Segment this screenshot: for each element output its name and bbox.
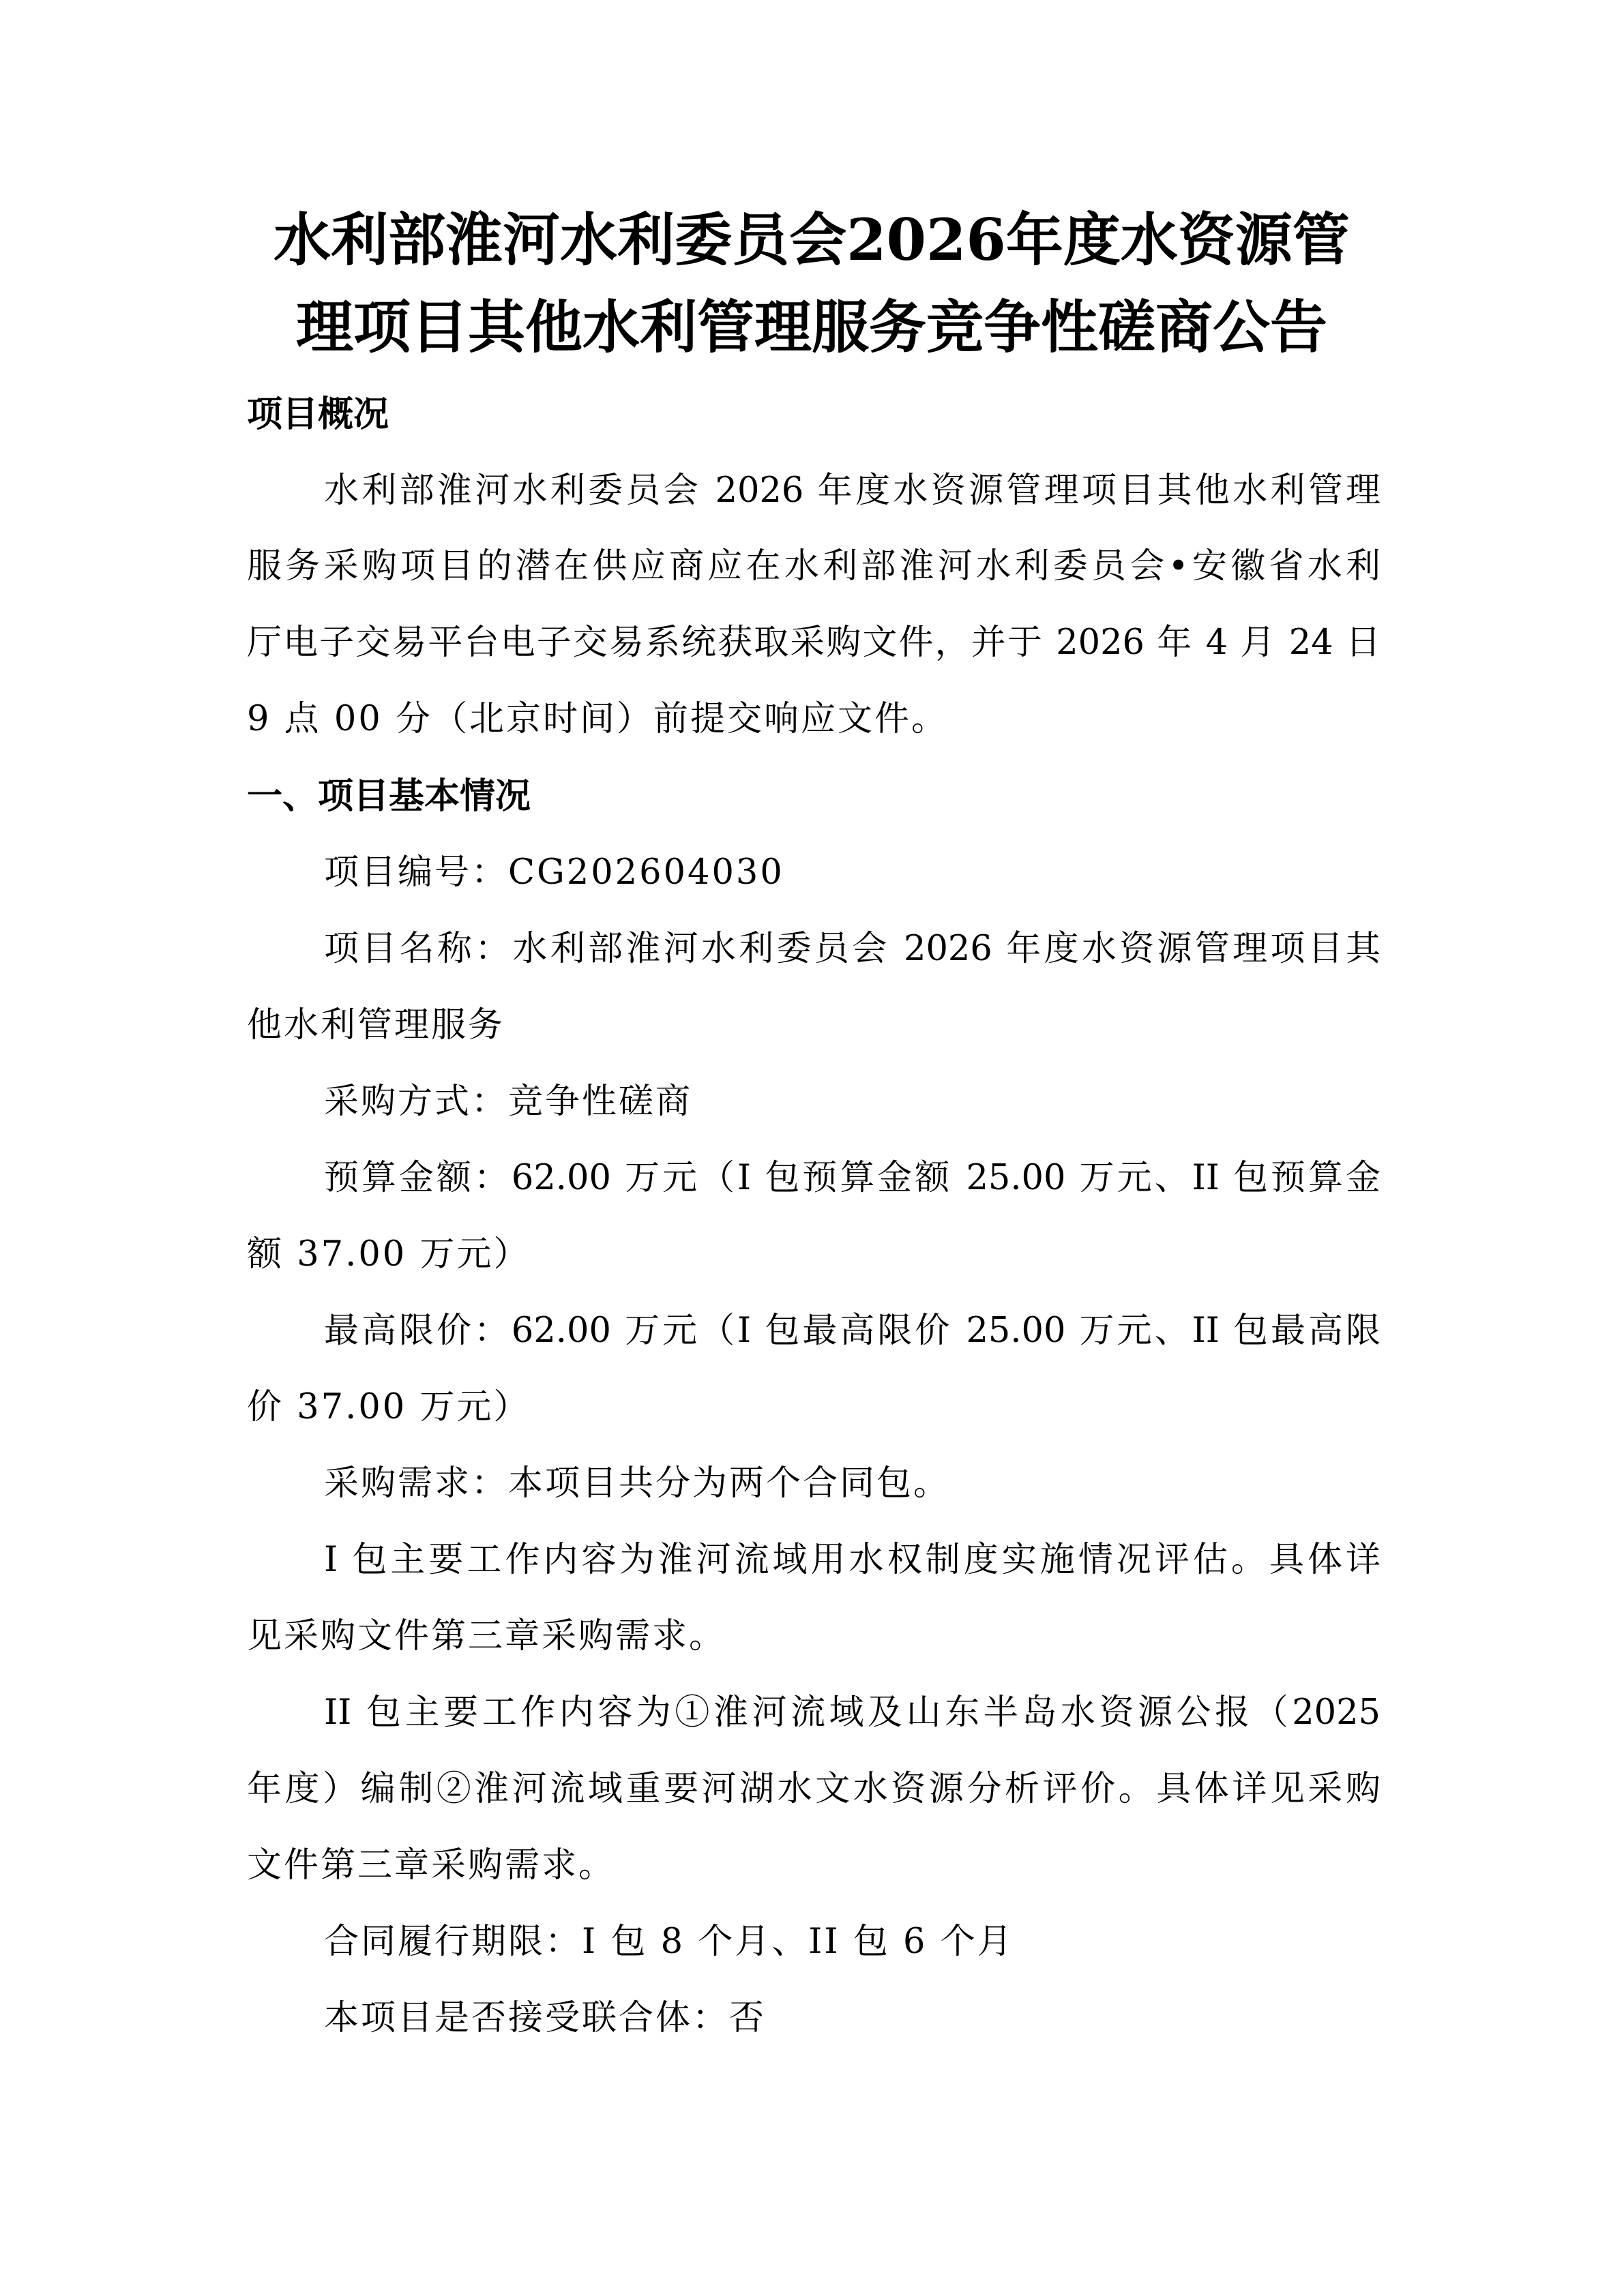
max-price-line: 价 37.00 万元） [247, 1387, 531, 1427]
project-name-line: 项目名称：水利部淮河水利委员会 2026 年度水资源管理项目其 [324, 929, 1381, 969]
budget-line: 额 37.00 万元） [247, 1234, 531, 1274]
budget-line: 预算金额：62.00 万元（I 包预算金额 25.00 万元、II 包预算金 [324, 1158, 1381, 1198]
overview-text-line: 服务采购项目的潜在供应商应在水利部淮河水利委员会•安徽省水利 [247, 546, 1381, 586]
project-number: 项目编号：CG202604030 [324, 852, 784, 893]
package-2-line: 年度）编制②淮河流域重要河湖水文水资源分析评价。具体详见采购 [247, 1769, 1381, 1809]
overview-text-line: 水利部淮河水利委员会 2026 年度水资源管理项目其他水利管理 [324, 471, 1381, 511]
project-name-line: 他水利管理服务 [247, 1005, 505, 1045]
package-1-line: 见采购文件第三章采购需求。 [247, 1616, 726, 1656]
overview-text-line: 厅电子交易平台电子交易系统获取采购文件，并于 2026 年 4 月 24 日 [247, 623, 1381, 663]
consortium-accepted: 本项目是否接受联合体：否 [324, 1998, 767, 2038]
package-2-line: 文件第三章采购需求。 [247, 1845, 616, 1885]
package-1-line: I 包主要工作内容为淮河流域用水权制度实施情况评估。具体详 [324, 1540, 1381, 1580]
section-1-heading: 一、项目基本情况 [247, 776, 531, 817]
document-title-line-2: 理项目其他水利管理服务竞争性磋商公告 [295, 293, 1327, 361]
max-price-line: 最高限价：62.00 万元（I 包最高限价 25.00 万元、II 包最高限 [324, 1311, 1381, 1351]
contract-term: 合同履行期限：I 包 8 个月、II 包 6 个月 [324, 1922, 1014, 1962]
overview-heading: 项目概况 [247, 394, 389, 435]
package-2-line: II 包主要工作内容为①淮河流域及山东半岛水资源公报（2025 [324, 1693, 1381, 1733]
procurement-demand: 采购需求：本项目共分为两个合同包。 [324, 1463, 951, 1504]
document-title-line-1: 水利部淮河水利委员会2026年度水资源管 [274, 206, 1350, 273]
procurement-method: 采购方式：竞争性磋商 [324, 1082, 693, 1122]
overview-text-line: 9 点 00 分（北京时间）前提交响应文件。 [247, 699, 948, 739]
